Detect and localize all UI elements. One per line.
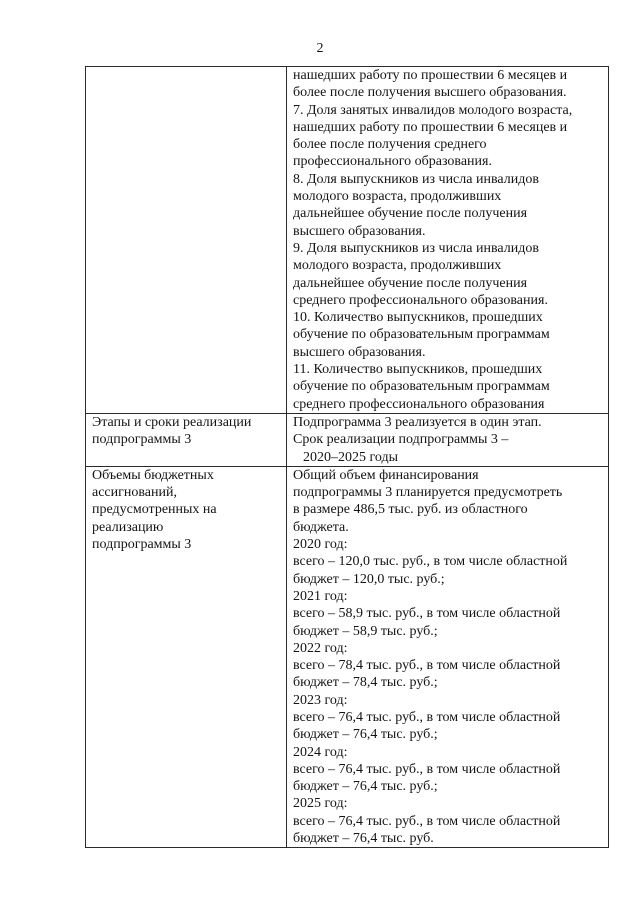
label-line: Этапы и сроки реализации	[92, 414, 252, 430]
text-line: высшего образования.	[293, 344, 426, 360]
table-row-stages	[86, 413, 609, 466]
text-line: 9. Доля выпускников из числа инвалидов	[293, 240, 539, 256]
text-line: дальнейшее обучение после получения	[293, 275, 528, 291]
text-line: среднего профессионального образования.	[293, 292, 548, 308]
text-line: бюджет – 76,4 тыс. руб.;	[293, 779, 438, 795]
text-line: нашедших работу по прошествии 6 месяцев и	[293, 119, 568, 135]
text-line: бюджет – 58,9 тыс. руб.;	[293, 623, 438, 639]
text-line: молодого возраста, продолживших	[293, 258, 502, 274]
text-line: обучение по образовательным программам	[293, 379, 550, 395]
label-line: подпрограммы 3	[92, 432, 192, 448]
text-line: всего – 76,4 тыс. руб., в том числе областной	[293, 709, 561, 725]
table-row-funding	[86, 466, 609, 848]
table-cell-stages-label	[86, 413, 287, 466]
text-line: 2020–2025 годы	[303, 449, 399, 465]
text-line: всего – 120,0 тыс. руб., в том числе областной	[293, 554, 568, 570]
table-cell-funding-text	[287, 466, 609, 848]
text-line: 11. Количество выпускников, прошедших	[293, 362, 543, 378]
text-line: всего – 58,9 тыс. руб., в том числе областной	[293, 606, 561, 622]
text-line: высшего образования.	[293, 223, 426, 239]
table-row-indicators	[86, 67, 609, 414]
text-line: 10. Количество выпускников, прошедших	[293, 310, 543, 326]
label-line: предусмотренных на	[92, 502, 217, 518]
text-line: бюджет – 76,4 тыс. руб.;	[293, 727, 438, 743]
table-cell-stages-text	[287, 413, 609, 466]
table-cell-indicators-text	[287, 67, 609, 414]
text-line: Подпрограмма 3 реализуется в один этап.	[293, 414, 542, 430]
text-line: бюджет – 120,0 тыс. руб.;	[293, 571, 445, 587]
text-line: бюджет – 78,4 тыс. руб.;	[293, 675, 438, 691]
text-line: обучение по образовательным программам	[293, 327, 550, 343]
year-heading: 2023 год:	[293, 692, 348, 708]
year-heading: 2020 год:	[293, 537, 348, 553]
label-line: подпрограммы 3	[92, 537, 192, 553]
text-line: 8. Доля выпускников из числа инвалидов	[293, 171, 539, 187]
text-line: более после получения высшего образования.	[293, 85, 567, 101]
page-number: 2	[316, 41, 324, 56]
text-line: бюджет – 76,4 тыс. руб.	[293, 831, 434, 847]
text-line: всего – 76,4 тыс. руб., в том числе областной	[293, 761, 561, 777]
label-line: ассигнований,	[92, 485, 177, 501]
label-line: реализацию	[92, 519, 164, 535]
text-line: всего – 76,4 тыс. руб., в том числе областной	[293, 813, 561, 829]
table-cell-funding-label	[86, 466, 287, 848]
year-heading: 2021 год:	[293, 588, 348, 604]
year-heading: 2022 год:	[293, 640, 348, 656]
year-heading: 2025 год:	[293, 796, 348, 812]
text-line: 7. Доля занятых инвалидов молодого возраста,	[293, 102, 573, 118]
text-line: всего – 78,4 тыс. руб., в том числе областной	[293, 658, 561, 674]
text-line: более после получения среднего	[293, 137, 487, 153]
text-line: среднего профессионального образования	[293, 396, 545, 412]
text-line: Общий объем финансирования	[293, 467, 479, 483]
text-line: молодого возраста, продолживших	[293, 189, 502, 205]
table-cell-indicators-label	[86, 67, 287, 414]
text-line: дальнейшее обучение после получения	[293, 206, 528, 222]
program-passport-table	[85, 66, 609, 848]
text-line: в размере 486,5 тыс. руб. из областного	[293, 502, 528, 518]
text-line: профессионального образования.	[293, 154, 492, 170]
text-line: бюджета.	[293, 519, 349, 535]
text-line: нашедших работу по прошествии 6 месяцев и	[293, 68, 568, 83]
label-line: Объемы бюджетных	[92, 467, 214, 483]
year-heading: 2024 год:	[293, 744, 348, 760]
text-line: подпрограммы 3 планируется предусмотреть	[293, 485, 563, 501]
text-line: Срок реализации подпрограммы 3 –	[293, 432, 509, 448]
